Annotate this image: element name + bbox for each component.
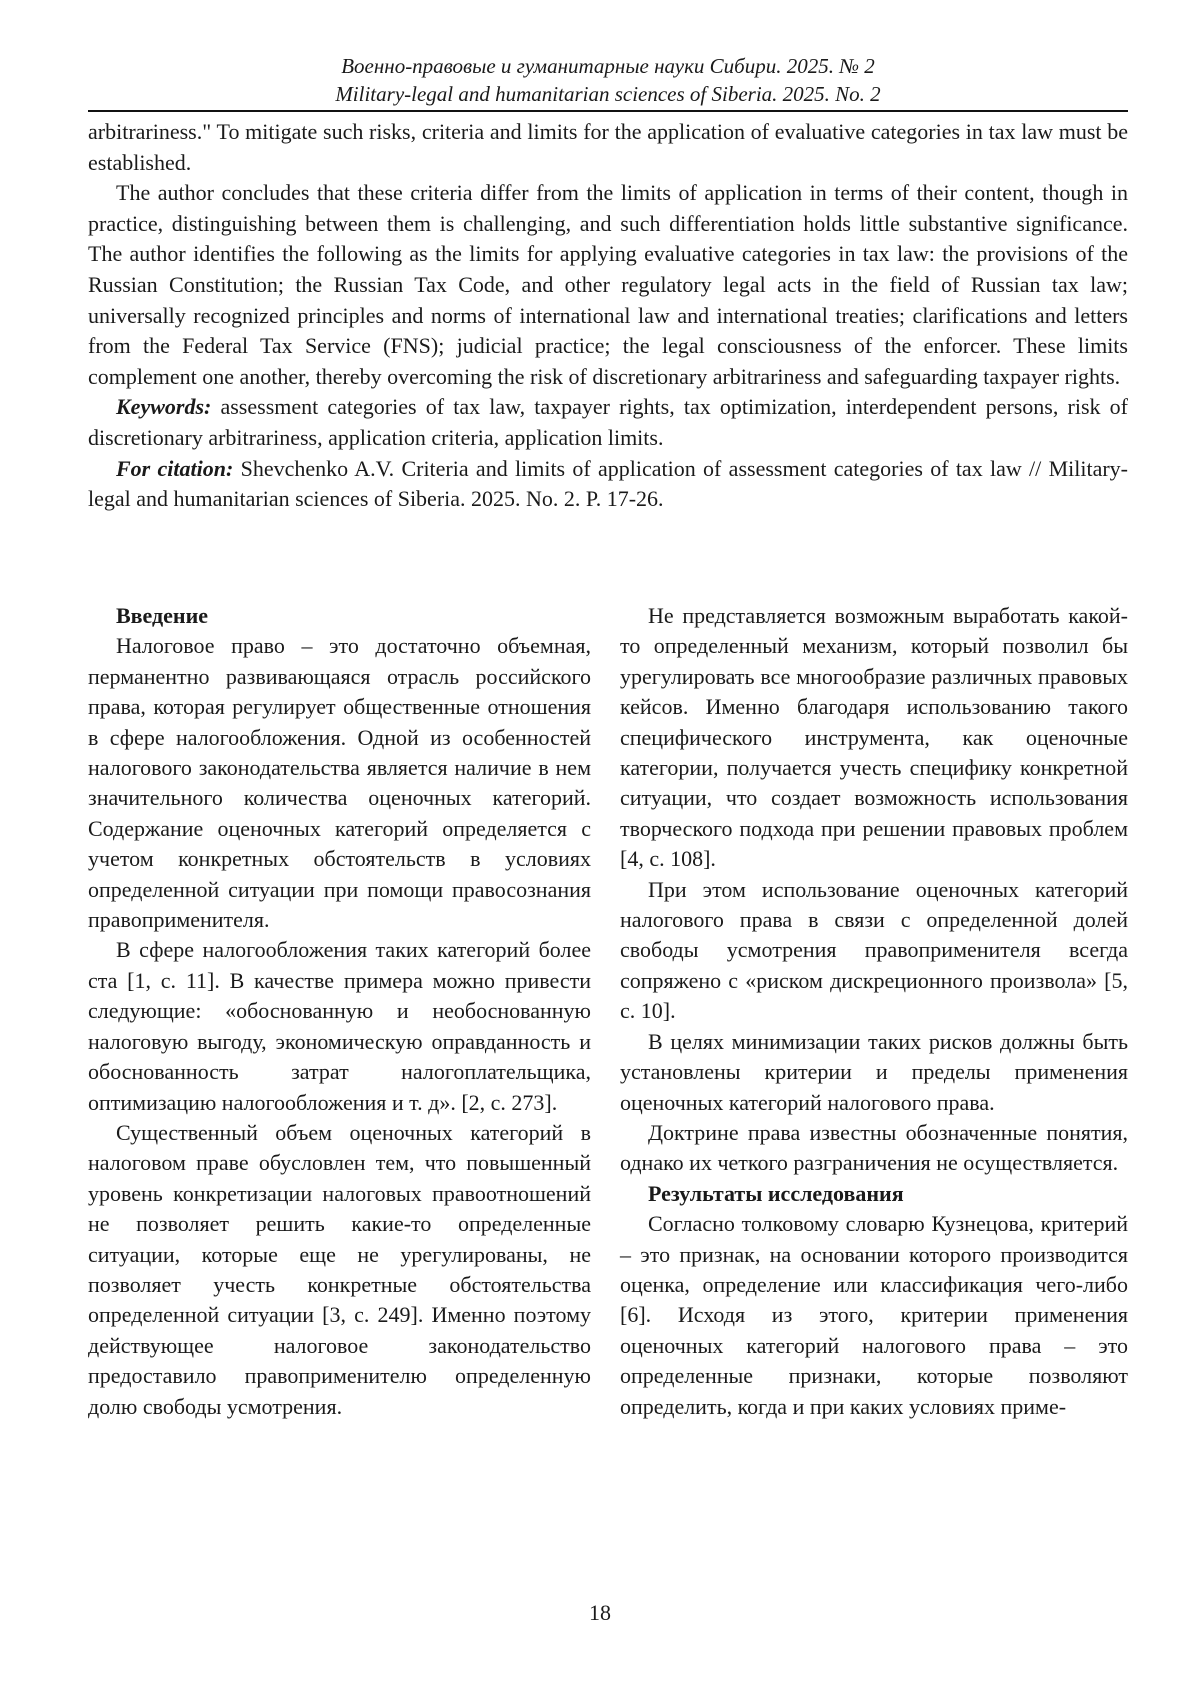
page-number: 18: [589, 1600, 611, 1625]
body-paragraph: Налоговое право – это достаточно объемная, перманентно развивающаяся отрасль российского права, которая регулирует общественные отношения в сфере налогообложения. Одной из особенностей налогового законодательства является наличие в нем значительного количества оценочных категорий. Содержание оценочных категорий определяется с учетом конкретных обстоятельств в условиях определенной ситуации при помощи правосознания правоприменителя.: [88, 633, 591, 933]
section-heading-introduction: Введение: [116, 603, 209, 628]
body-paragraph: Существенный объем оценочных категорий в налоговом праве обусловлен тем, что повышенный уровень конкретизации налоговых правоотношений не позволяет решить какие-то определенные ситуации, которые еще не урегулированы, не позволяет учесть конкретные обстоятельства определенной ситуации [3, с. 249]. Именно поэтому действующее налоговое законодательство предоставило правоприменителю определенную долю свободы усмотрения.: [88, 1119, 591, 1419]
header-english-line: Military-legal and humanitarian sciences of Siberia. 2025. No. 2: [335, 82, 881, 106]
body-paragraph: В сфере налогообложения таких категорий более ста [1, с. 11]. В качестве примера можно привести следующие: «обоснованную и необоснованную налоговую выгоду, экономическую оправданность и обоснованность затрат налогоплательщика, оптимизацию налогообложения и т. д». [2, с. 273].: [88, 937, 591, 1115]
body-paragraph: Согласно толковому словарю Кузнецова, критерий – это признак, на основании которого производится оценка, определение или классификация чего-либо [6]. Исходя из этого, критерии применения оценочных категорий налогового права – это определенные признаки, которые позволяют определить, когда и при каких условиях приме-: [620, 1211, 1128, 1419]
citation: [88, 454, 1128, 515]
abstract-paragraph: The author concludes that these criteria differ from the limits of application in terms of their content, though in practice, distinguishing between them is challenging, and such differentiation holds little substantive significance. The author identifies the following as the limits for applying evaluative categories in tax law: the provisions of the Russian Constitution; the Russian Tax Code, and other regulatory legal acts in the field of Russian tax law; universally recognized principles and norms of international law and international treaties; clarifications and letters from the Federal Tax Service (FNS); judicial practice; the legal consciousness of the enforcer. These limits complement one another, thereby overcoming the risk of discretionary arbitrariness and safeguarding taxpayer rights.: [88, 180, 1128, 389]
running-header: [88, 52, 1128, 108]
body-paragraph: Не представляется возможным выработать какой-то определенный механизм, который позволил бы урегулировать все многообразие различных правовых кейсов. Именно благодаря использованию такого специфического инструмента, как оценочные категории, получается учесть специфику конкретной ситуации, что создает возможность использования творческого подхода при решении правовых проблем [4, с. 108].: [620, 603, 1128, 872]
keywords-label: Keywords:: [116, 394, 212, 420]
left-column: [88, 601, 591, 1422]
section-heading-results: Результаты исследования: [648, 1180, 904, 1206]
keywords-text: assessment categories of tax law, taxpayer rights, tax optimization, interdependent persons, risk of discretionary arbitrariness, application criteria, application limits.: [88, 394, 1128, 450]
english-abstract: [88, 117, 1128, 515]
body-paragraph: В целях минимизации таких рисков должны быть установлены критерии и пределы применения оценочных категорий налогового права.: [620, 1028, 1128, 1115]
keywords: [88, 392, 1128, 453]
citation-text: Shevchenko A.V. Criteria and limits of application of assessment categories of tax law // Military-legal and humanitarian sciences of Siberia. 2025. No. 2. P. 17-26.: [88, 455, 1128, 512]
body-paragraph: Доктрине права известны обозначенные понятия, однако их четкого разграничения не осуществляется.: [620, 1119, 1128, 1176]
citation-label: For citation:: [116, 455, 234, 481]
header-russian-line: Военно-правовые и гуманитарные науки Сибири. 2025. № 2: [341, 54, 875, 78]
body-paragraph: При этом использование оценочных категорий налогового права в связи с определенной долей свободы усмотрения правоприменителя всегда сопряжено с «риском дискреционного произвола» [5, с. 10].: [620, 876, 1128, 1024]
abstract-paragraph-continued: arbitrariness." To mitigate such risks, criteria and limits for the application of evaluative categories in tax law must be established.: [88, 119, 1128, 175]
right-column: [620, 601, 1128, 1422]
header-divider: [88, 110, 1128, 112]
